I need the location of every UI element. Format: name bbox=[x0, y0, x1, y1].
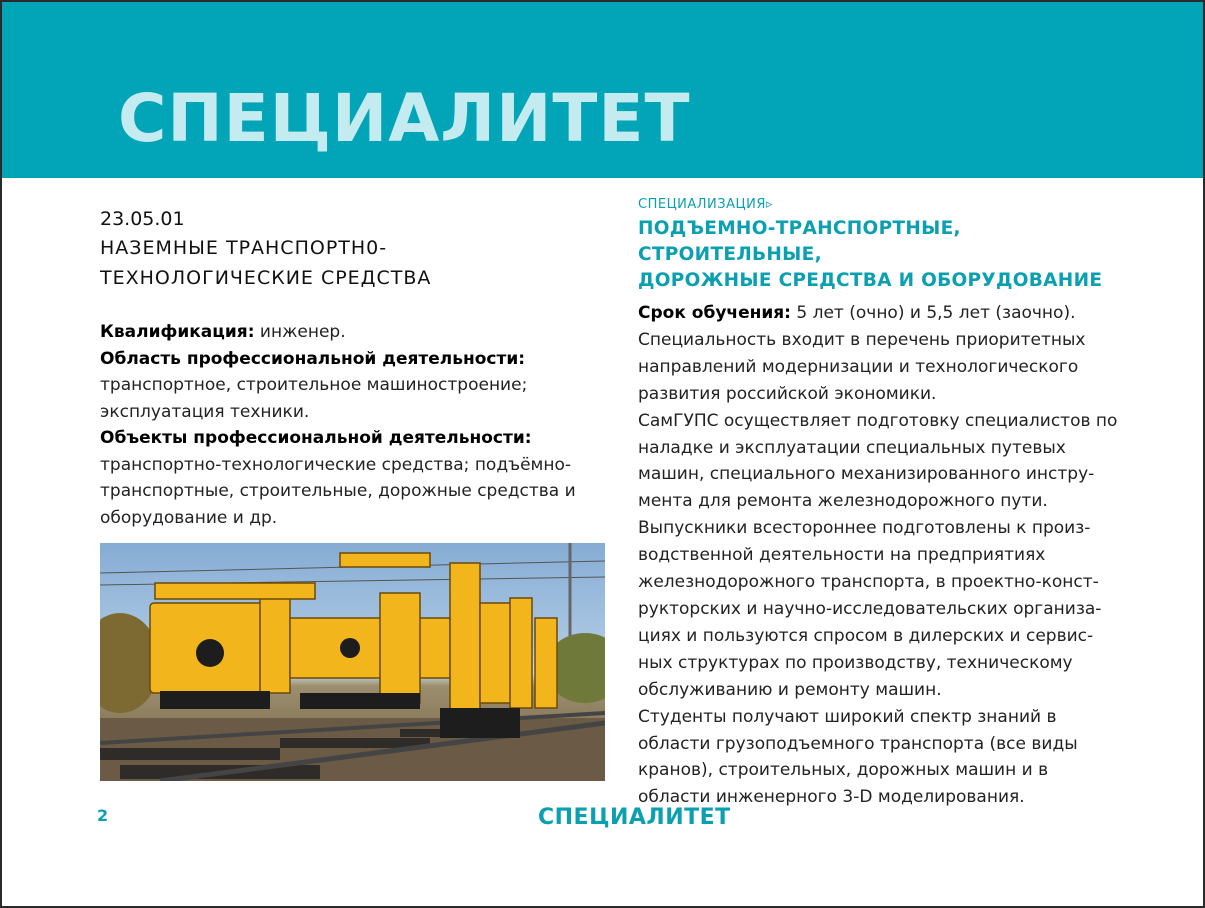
qualification-label: Квалификация: bbox=[100, 322, 255, 342]
specialization-title-line-2: ДОРОЖНЫЕ СРЕДСТВА И ОБОРУДОВАНИЕ bbox=[638, 270, 1103, 291]
program-title bbox=[100, 233, 610, 293]
program-info bbox=[100, 205, 610, 531]
duration-label: Срок обучения: bbox=[638, 303, 791, 323]
paragraph-training: СамГУПС осуществляет подготовку специалистов по наладке и эксплуатации специальных путевых машин, специального механизированного инстру-мента для ремонта железнодорожного пути. bbox=[638, 410, 1118, 512]
objects-value: транспортно-технологические средства; подъёмно-транспортные, строительные, дорожные средства и оборудование и др. bbox=[100, 454, 576, 528]
qualification-value: инженер. bbox=[254, 322, 346, 342]
specialization-body bbox=[638, 300, 1128, 811]
duration-value: 5 лет (очно) и 5,5 лет (заочно). bbox=[790, 303, 1076, 323]
specialization-label: СПЕЦИАЛИЗАЦИЯ▹ bbox=[638, 197, 773, 212]
banner-title: СПЕЦИАЛИТЕТ bbox=[118, 80, 691, 157]
program-details bbox=[100, 319, 610, 531]
objects-label bbox=[100, 425, 610, 452]
area-label bbox=[100, 346, 610, 373]
program-title-line-2: ТЕХНОЛОГИЧЕСКИЕ СРЕДСТВА bbox=[100, 267, 432, 289]
paragraph-priority: Специальность входит в перечень приоритетных направлений модернизации и технологического развития российской экономики. bbox=[638, 329, 1086, 404]
specialization-info bbox=[638, 196, 1128, 811]
footer-title: СПЕЦИАЛИТЕТ bbox=[538, 805, 731, 830]
objects-label-text: Объекты профессиональной деятельности: bbox=[100, 428, 532, 448]
header-banner bbox=[2, 2, 1203, 178]
area-value: транспортное, строительное машиностроение; эксплуатация техники. bbox=[100, 375, 528, 422]
track-machine-illustration bbox=[100, 543, 605, 781]
track-machine-photo bbox=[100, 543, 605, 781]
specialization-title bbox=[638, 216, 1128, 294]
duration bbox=[638, 300, 1128, 327]
page-number: 2 bbox=[97, 806, 109, 825]
paragraph-students: Студенты получают широкий спектр знаний в области грузоподъемного транспорта (все виды кранов), строительных, дорожных машин и в области инженерного 3-D моделирования. bbox=[638, 706, 1078, 808]
program-title-line-1: НАЗЕМНЫЕ ТРАНСПОРТН0- bbox=[100, 237, 388, 259]
program-code: 23.05.01 bbox=[100, 208, 185, 230]
area-label-text: Область профессиональной деятельности: bbox=[100, 348, 526, 369]
qualification bbox=[100, 319, 610, 346]
paragraph-graduates: Выпускники всестороннее подготовлены к произ-водственной деятельности на предприятиях железнодорожного транспорта, в проектно-конст-рукторских и научно-исследовательских организа-циях и пользуются спросом в дилерских и сервис-ных структурах по производству, техническому обслуживанию и ремонту машин. bbox=[638, 518, 1102, 700]
specialization-title-line-1: ПОДЪЕМНО-ТРАНСПОРТНЫЕ, СТРОИТЕЛЬНЫЕ, bbox=[638, 218, 961, 265]
